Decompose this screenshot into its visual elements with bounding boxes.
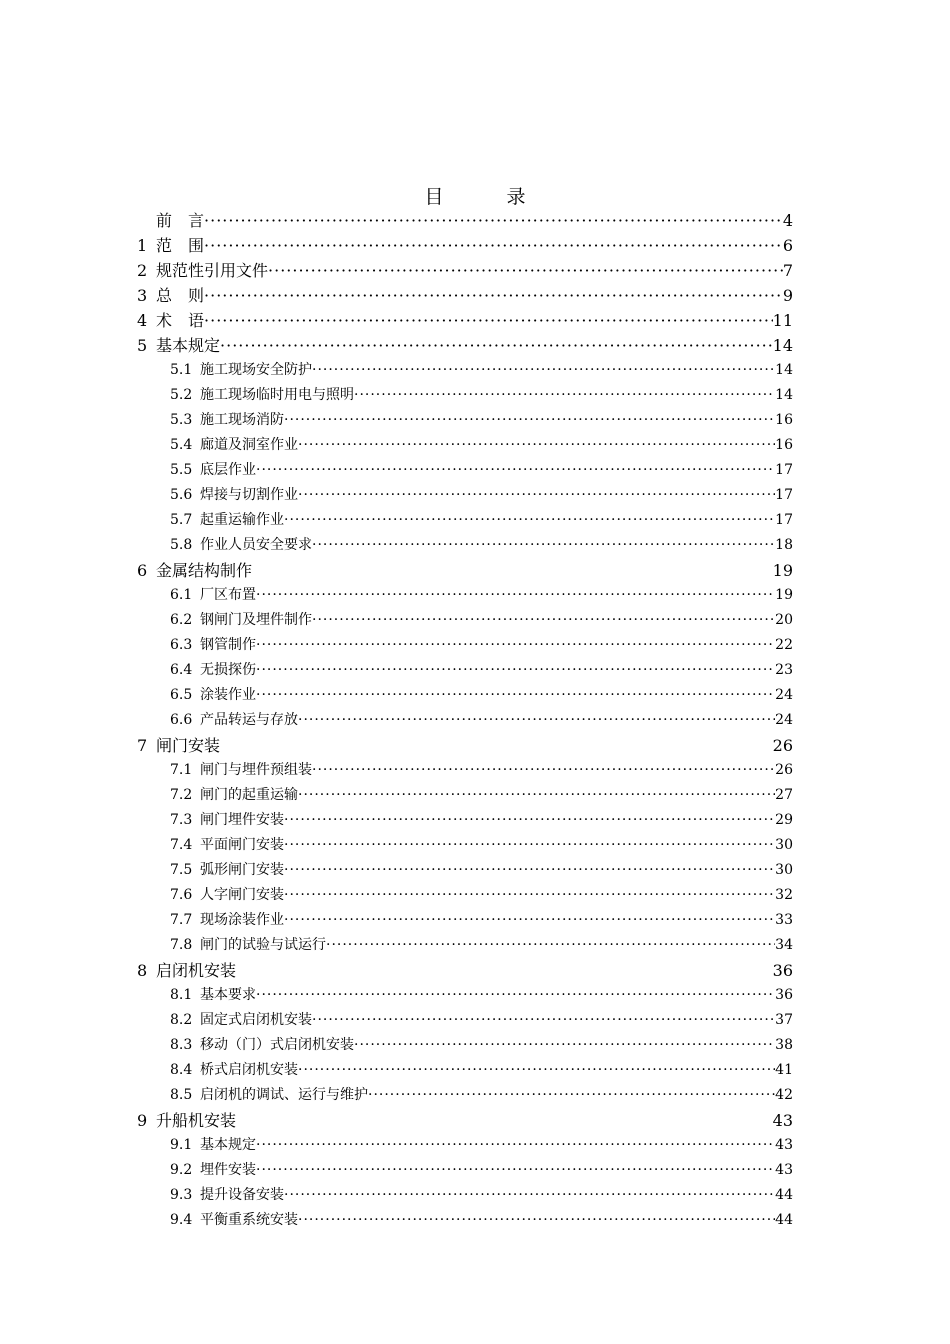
- toc-entry-label: 弧形闸门安装: [200, 862, 284, 878]
- toc-entry-label: 规范性引用文件: [156, 261, 269, 280]
- toc-leader-dots: [284, 883, 775, 908]
- toc-entry[interactable]: [137, 833, 793, 858]
- toc-entry[interactable]: [137, 1208, 793, 1233]
- toc-leader-dots: [256, 583, 775, 608]
- toc-leader-dots: [284, 833, 775, 858]
- toc-leader-dots: [354, 383, 775, 408]
- toc-entry-number: 5: [137, 336, 148, 355]
- toc-entry[interactable]: [137, 1183, 793, 1208]
- toc-entry[interactable]: [137, 458, 793, 483]
- toc-entry-number: 9.1: [170, 1137, 193, 1153]
- toc-entry-page: 27: [775, 787, 793, 803]
- toc-entry-page: 17: [775, 462, 793, 478]
- toc-entry-number: 7.5: [170, 862, 193, 878]
- toc-entry-page: 16: [775, 437, 793, 453]
- toc-entry-number: 6: [137, 561, 148, 580]
- toc-entry-page: 9: [782, 286, 793, 305]
- toc-entry-page: 7: [782, 261, 793, 280]
- toc-leader-dots: [204, 233, 783, 258]
- toc-entry-label: 提升设备安装: [200, 1187, 284, 1203]
- toc-entry[interactable]: [137, 558, 793, 583]
- toc-entry-page: 6: [782, 236, 793, 255]
- toc-entry-page: 37: [775, 1012, 793, 1028]
- toc-leader-dots: [256, 1158, 775, 1183]
- toc-entry-number: 6.5: [170, 687, 193, 703]
- toc-entry[interactable]: [137, 533, 793, 558]
- toc-entry-label: 施工现场安全防护: [200, 362, 312, 378]
- toc-entry[interactable]: [137, 433, 793, 458]
- toc-entry[interactable]: [137, 508, 793, 533]
- toc-entry-page: 17: [775, 512, 793, 528]
- toc-entry-number: 5.1: [170, 362, 193, 378]
- toc-entry-number: 7.3: [170, 812, 193, 828]
- toc-entry-label: 人字闸门安装: [200, 887, 284, 903]
- toc-entry-page: 36: [772, 961, 793, 980]
- toc-leader-dots: [204, 283, 783, 308]
- toc-entry-page: 30: [775, 837, 793, 853]
- toc-leader-dots: [326, 933, 775, 958]
- toc-entry-page: 18: [775, 537, 793, 553]
- toc-entry[interactable]: [137, 308, 793, 333]
- toc-entry-page: 19: [772, 561, 793, 580]
- toc-entry-number: 9.2: [170, 1162, 193, 1178]
- toc-entry-label: 无损探伤: [200, 662, 256, 678]
- toc-entry-page: 43: [772, 1111, 793, 1130]
- toc-entry[interactable]: [137, 1083, 793, 1108]
- toc-entry-number: 7.7: [170, 912, 193, 928]
- toc-entry-label: 启闭机安装: [156, 961, 237, 980]
- toc-entry-label: 钢闸门及埋件制作: [200, 612, 312, 628]
- toc-entry-label: 施工现场消防: [200, 412, 284, 428]
- toc-entry-page: 44: [775, 1212, 793, 1228]
- toc-entry[interactable]: [137, 708, 793, 733]
- toc-entry[interactable]: [137, 883, 793, 908]
- toc-entry-label: 施工现场临时用电与照明: [200, 387, 354, 403]
- toc-leader-dots: [354, 1033, 775, 1058]
- toc-entry-page: 36: [775, 987, 793, 1003]
- toc-entry-page: 33: [775, 912, 793, 928]
- toc-entry-number: 8: [137, 961, 148, 980]
- toc-entry-number: 7.8: [170, 937, 193, 953]
- toc-entry-page: 29: [775, 812, 793, 828]
- toc-entry[interactable]: [137, 1033, 793, 1058]
- toc-entry-label: 基本规定: [156, 336, 221, 355]
- toc-entry[interactable]: [137, 283, 793, 308]
- toc-entry-page: 16: [775, 412, 793, 428]
- toc-entry-page: 30: [775, 862, 793, 878]
- toc-leader-dots: [256, 458, 775, 483]
- toc-entry-number: 5.4: [170, 437, 193, 453]
- toc-entry-number: 4: [137, 311, 148, 330]
- toc-entry[interactable]: [137, 808, 793, 833]
- toc-leader-dots: [298, 1208, 775, 1233]
- toc-entry-label: 涂装作业: [200, 687, 256, 703]
- toc-entry-page: 41: [775, 1062, 793, 1078]
- toc-entry[interactable]: [137, 1008, 793, 1033]
- toc-entry-number: 5.6: [170, 487, 193, 503]
- toc-leader-dots: [284, 908, 775, 933]
- toc-leader-dots: [256, 683, 775, 708]
- toc-leader-dots: [368, 1083, 775, 1108]
- toc-entry-page: 19: [775, 587, 793, 603]
- toc-entry-number: 8.3: [170, 1037, 193, 1053]
- toc-entry-page: 32: [775, 887, 793, 903]
- toc-entry-number: 5.3: [170, 412, 193, 428]
- toc-entry-label: 产品转运与存放: [200, 712, 298, 728]
- toc-entry[interactable]: [137, 983, 793, 1008]
- toc-entry-label: 底层作业: [200, 462, 256, 478]
- toc-entry[interactable]: [137, 483, 793, 508]
- toc-entry[interactable]: [137, 258, 793, 283]
- toc-entry-label: 总 则: [156, 286, 205, 305]
- toc-entry-label: 桥式启闭机安装: [200, 1062, 298, 1078]
- toc-entry-page: 11: [772, 311, 793, 330]
- toc-entry-number: 9.4: [170, 1212, 193, 1228]
- toc-leader-dots: [256, 983, 775, 1008]
- toc-leader-dots: [284, 808, 775, 833]
- toc-leader-dots: [284, 1183, 775, 1208]
- toc-leader-dots: [312, 358, 775, 383]
- toc-entry-label: 术 语: [156, 311, 205, 330]
- toc-entry[interactable]: [137, 958, 793, 983]
- toc-entry[interactable]: [137, 633, 793, 658]
- toc-entry-label: 起重运输作业: [200, 512, 284, 528]
- toc-entry-label: 闸门埋件安装: [200, 812, 284, 828]
- table-of-contents: [137, 208, 793, 1233]
- toc-entry-label: 金属结构制作: [156, 561, 253, 580]
- toc-entry-label: 启闭机的调试、运行与维护: [200, 1087, 368, 1103]
- toc-entry-label: 移动（门）式启闭机安装: [200, 1037, 354, 1053]
- toc-entry[interactable]: [137, 208, 793, 233]
- toc-entry[interactable]: [137, 583, 793, 608]
- toc-entry-label: 固定式启闭机安装: [200, 1012, 312, 1028]
- toc-entry-label: 埋件安装: [200, 1162, 256, 1178]
- toc-entry-label: 基本规定: [200, 1137, 256, 1153]
- toc-entry[interactable]: [137, 333, 793, 358]
- toc-entry[interactable]: [137, 758, 793, 783]
- toc-entry-label: 平衡重系统安装: [200, 1212, 298, 1228]
- toc-entry[interactable]: [137, 858, 793, 883]
- toc-entry-number: 7.4: [170, 837, 193, 853]
- toc-leader-dots: [298, 433, 775, 458]
- toc-entry-number: 3: [137, 286, 148, 305]
- toc-entry-number: 8.1: [170, 987, 193, 1003]
- toc-entry-number: 8.5: [170, 1087, 193, 1103]
- toc-entry-number: 6.2: [170, 612, 193, 628]
- toc-entry-label: 现场涂装作业: [200, 912, 284, 928]
- toc-entry-page: 26: [775, 762, 793, 778]
- toc-entry-label: 闸门安装: [156, 736, 221, 755]
- toc-leader-dots: [256, 633, 775, 658]
- toc-leader-dots: [284, 408, 775, 433]
- toc-entry-label: 作业人员安全要求: [200, 537, 312, 553]
- toc-entry-page: 17: [775, 487, 793, 503]
- toc-entry-number: 8.4: [170, 1062, 193, 1078]
- toc-entry-number: 5.5: [170, 462, 193, 478]
- toc-entry-page: 22: [775, 637, 793, 653]
- toc-leader-dots: [256, 658, 775, 683]
- toc-entry-page: 38: [775, 1037, 793, 1053]
- toc-entry-number: 7.2: [170, 787, 193, 803]
- toc-entry-number: 7.6: [170, 887, 193, 903]
- toc-entry-label: 闸门的起重运输: [200, 787, 298, 803]
- toc-entry[interactable]: [137, 733, 793, 758]
- toc-entry-number: 9: [137, 1111, 148, 1130]
- toc-entry-label: 范 围: [156, 236, 205, 255]
- toc-entry-label: 前 言: [156, 211, 205, 230]
- toc-entry-number: 7.1: [170, 762, 193, 778]
- toc-leader-dots: [256, 1133, 775, 1158]
- toc-entry-page: 14: [775, 362, 793, 378]
- toc-leader-dots: [268, 258, 783, 283]
- toc-entry-page: 43: [775, 1162, 793, 1178]
- toc-entry-label: 焊接与切割作业: [200, 487, 298, 503]
- toc-entry-page: 14: [772, 336, 793, 355]
- toc-entry-number: 5.7: [170, 512, 193, 528]
- toc-leader-dots: [298, 1058, 775, 1083]
- toc-entry[interactable]: [137, 1133, 793, 1158]
- toc-entry[interactable]: [137, 608, 793, 633]
- toc-entry-number: 7: [137, 736, 148, 755]
- toc-entry-number: 8.2: [170, 1012, 193, 1028]
- toc-entry[interactable]: [137, 408, 793, 433]
- toc-entry-page: 4: [782, 211, 793, 230]
- toc-entry-label: 钢管制作: [200, 637, 256, 653]
- toc-entry[interactable]: [137, 683, 793, 708]
- toc-entry-number: 6.6: [170, 712, 193, 728]
- toc-leader-dots: [298, 483, 775, 508]
- toc-entry-label: 闸门与埋件预组装: [200, 762, 312, 778]
- toc-leader-dots: [312, 1008, 775, 1033]
- toc-entry-page: 42: [775, 1087, 793, 1103]
- toc-entry[interactable]: [137, 1108, 793, 1133]
- toc-entry-label: 基本要求: [200, 987, 256, 1003]
- toc-entry-label: 廊道及洞室作业: [200, 437, 298, 453]
- toc-leader-dots: [204, 308, 773, 333]
- toc-entry-page: 23: [775, 662, 793, 678]
- toc-entry[interactable]: [137, 233, 793, 258]
- toc-entry[interactable]: [137, 383, 793, 408]
- toc-entry-page: 24: [775, 687, 793, 703]
- toc-title: 目 录: [424, 186, 548, 208]
- toc-entry-number: 5.8: [170, 537, 193, 553]
- toc-entry-number: 6.1: [170, 587, 193, 603]
- toc-entry[interactable]: [137, 358, 793, 383]
- toc-leader-dots: [312, 608, 775, 633]
- toc-entry-page: 44: [775, 1187, 793, 1203]
- toc-entry-label: 升船机安装: [156, 1111, 237, 1130]
- toc-entry[interactable]: [137, 658, 793, 683]
- toc-entry-number: 5.2: [170, 387, 193, 403]
- toc-leader-dots: [220, 333, 773, 358]
- toc-entry-number: 2: [137, 261, 148, 280]
- toc-leader-dots: [298, 708, 775, 733]
- toc-entry-label: 平面闸门安装: [200, 837, 284, 853]
- toc-leader-dots: [312, 758, 775, 783]
- toc-leader-dots: [284, 508, 775, 533]
- toc-leader-dots: [204, 208, 783, 233]
- toc-entry[interactable]: [137, 1158, 793, 1183]
- toc-leader-dots: [284, 858, 775, 883]
- toc-entry[interactable]: [137, 908, 793, 933]
- toc-entry-number: 6.3: [170, 637, 193, 653]
- toc-entry-page: 34: [775, 937, 793, 953]
- toc-entry-page: 43: [775, 1137, 793, 1153]
- toc-entry-number: 6.4: [170, 662, 193, 678]
- toc-entry-label: 厂区布置: [200, 587, 256, 603]
- toc-leader-dots: [298, 783, 775, 808]
- toc-leader-dots: [312, 533, 775, 558]
- toc-entry-page: 24: [775, 712, 793, 728]
- toc-entry-page: 20: [775, 612, 793, 628]
- toc-entry-page: 14: [775, 387, 793, 403]
- toc-entry[interactable]: [137, 933, 793, 958]
- toc-entry-label: 闸门的试验与试运行: [200, 937, 326, 953]
- toc-entry[interactable]: [137, 1058, 793, 1083]
- toc-entry-number: 9.3: [170, 1187, 193, 1203]
- toc-entry-page: 26: [772, 736, 793, 755]
- toc-entry[interactable]: [137, 783, 793, 808]
- toc-entry-number: 1: [137, 236, 148, 255]
